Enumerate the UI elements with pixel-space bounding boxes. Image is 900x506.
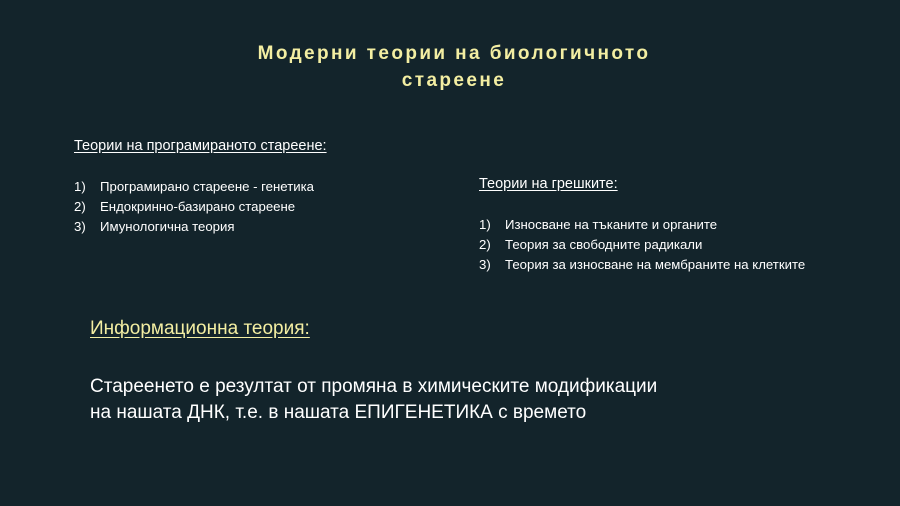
programmed-theories-heading: Теории на програмираното стареене: bbox=[74, 138, 327, 154]
list-item-number: 1) bbox=[74, 179, 86, 194]
list-item bbox=[74, 217, 327, 237]
list-item-text: Ендокринно-базирано стареене bbox=[100, 199, 296, 214]
list-item-number: 1) bbox=[479, 217, 491, 232]
list-item bbox=[74, 197, 327, 217]
list-item-text: Програмирано стареене - генетика bbox=[100, 179, 315, 194]
list-item bbox=[74, 177, 327, 197]
slide-title-line-1: Модерни теории на биологичното bbox=[257, 43, 651, 64]
error-theories-heading: Теории на грешките: bbox=[479, 176, 618, 192]
list-item-number: 3) bbox=[74, 219, 86, 234]
error-theories-list bbox=[479, 215, 805, 275]
list-item-number: 2) bbox=[74, 199, 86, 214]
information-theory-line-1: Стареенето е резултат от промяна в химическите модификации bbox=[90, 376, 658, 397]
programmed-theories-section bbox=[74, 137, 327, 237]
list-item-number: 2) bbox=[479, 237, 491, 252]
list-item bbox=[479, 235, 805, 255]
list-item bbox=[479, 215, 805, 235]
list-item bbox=[479, 255, 805, 275]
information-theory-text bbox=[90, 374, 657, 426]
list-item-text: Теория за износване на мембраните на клетките bbox=[505, 257, 806, 272]
list-item-text: Имунологична теория bbox=[100, 219, 235, 234]
information-theory-heading: Информационна теория: bbox=[90, 318, 310, 339]
programmed-theories-list bbox=[74, 177, 327, 237]
list-item-text: Износване на тъканите и органите bbox=[505, 217, 718, 232]
information-theory-section bbox=[90, 317, 657, 426]
slide-title-line-2: стареене bbox=[401, 70, 507, 91]
list-item-text: Теория за свободните радикали bbox=[505, 237, 703, 252]
information-theory-line-2: на нашата ДНК, т.е. в нашата ЕПИГЕНЕТИКА с времето bbox=[90, 402, 587, 423]
list-item-number: 3) bbox=[479, 257, 491, 272]
slide-title bbox=[150, 40, 758, 94]
error-theories-section bbox=[479, 175, 805, 275]
